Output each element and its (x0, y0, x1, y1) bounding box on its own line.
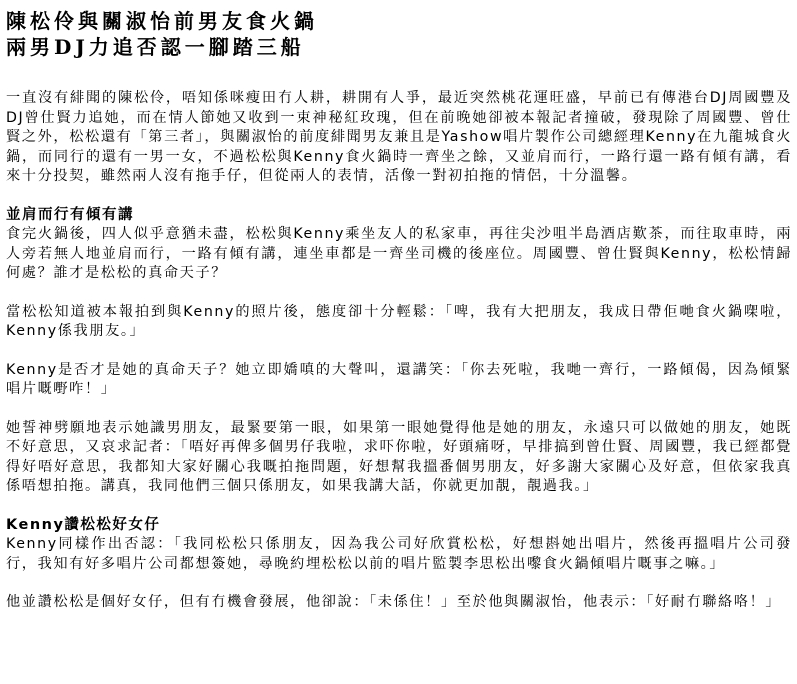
spacer (6, 574, 792, 593)
spacer (6, 342, 792, 361)
paragraph-intro: 一直沒有緋聞的陳松伶，唔知係咪瘦田冇人耕，耕開有人爭，最近突然桃花運旺盛，早前已有傳港台DJ周國豐及DJ曾仕賢力追她，而在情人節她又收到一束神秘紅玫瑰，但在前晚她卻被本報記者撞破，發現除了周國豐、曾仕賢之外，松松還有「第三者」，與關淑怡的前度緋聞男友兼且是Yashow唱片製作公司總經理Kenny在九龍城食火鍋，而同行的還有一男一女，不過松松與Kenny食火鍋時一齊坐之餘，又並肩而行，一路行還一路有傾有講，看來十分投契，雖然兩人沒有拖手仔，但從兩人的表情，活像一對初拍拖的情侶，十分溫馨。 (6, 90, 792, 184)
spacer (6, 497, 792, 516)
paragraph-true-love-question: Kenny是否才是她的真命天子？她立即嬌嗔的大聲叫，還講笑：「你去死啦，我哋一齊行，一路傾偈，因為傾緊唱片嘅嘢咋！」 (6, 361, 792, 397)
subheading-side-by-side: 並肩而行有傾有講 (6, 206, 134, 223)
paragraph-photo-response: 當松松知道被本報拍到與Kenny的照片後，態度卻十分輕鬆：「啤，我有大把朋友，我成日帶佢哋食火鍋㗎啦，Kenny係我朋友。」 (6, 303, 792, 339)
headline-line-1: 陳松伶與關淑怡前男友食火鍋 (6, 9, 318, 33)
subheading-kenny-praise: Kenny讚松松好女仔 (6, 516, 161, 533)
headline-line-2: 兩男DJ力追否認一腳踏三船 (6, 35, 305, 59)
spacer (6, 400, 792, 419)
article (6, 8, 792, 613)
paragraph-hotpot-after: 食完火鍋後，四人似乎意猶未盡，松松與Kenny乘坐友人的私家車，再往尖沙咀半島酒店歎茶，而往取車時，兩人旁若無人地並肩而行，一路有傾有講，連坐車都是一齊坐司機的後座位。周國豐、曾仕賢與Kenny，松松情歸何處？誰才是松松的真命天子？ (6, 226, 792, 281)
spacer (6, 60, 792, 89)
spacer (6, 284, 792, 303)
spacer (6, 187, 792, 206)
paragraph-closing: 他並讚松松是個好女仔，但有冇機會發展，他卻說：「未係住！」至於他與關淑怡，他表示：「好耐冇聯絡咯！」 (6, 594, 782, 610)
paragraph-vow: 她誓神劈願地表示她識男朋友，最緊要第一眼，如果第一眼她覺得他是她的朋友，永遠只可以做她的朋友，她既不好意思，又哀求記者：「唔好再俾多個男仔我啦，求吓你啦，好頭痛呀，早排搞到曾仕賢、周國豐，我已經都覺得好唔好意思，我都知大家好關心我嘅拍拖問題，好想幫我搵番個男朋友，好多謝大家關心及好意，但依家我真係唔想拍拖。講真，我同他們三個只係朋友，如果我講大話，你就更加靚，靚過我。」 (6, 419, 792, 494)
paragraph-kenny-denial: Kenny同樣作出否認：「我同松松只係朋友，因為我公司好欣賞松松，好想斟她出唱片，然後再搵唱片公司發行，我知有好多唱片公司都想簽她，尋晚約埋松松以前的唱片監製李思松出嚟食火鍋傾唱片嘅事之嘛。」 (6, 536, 792, 572)
